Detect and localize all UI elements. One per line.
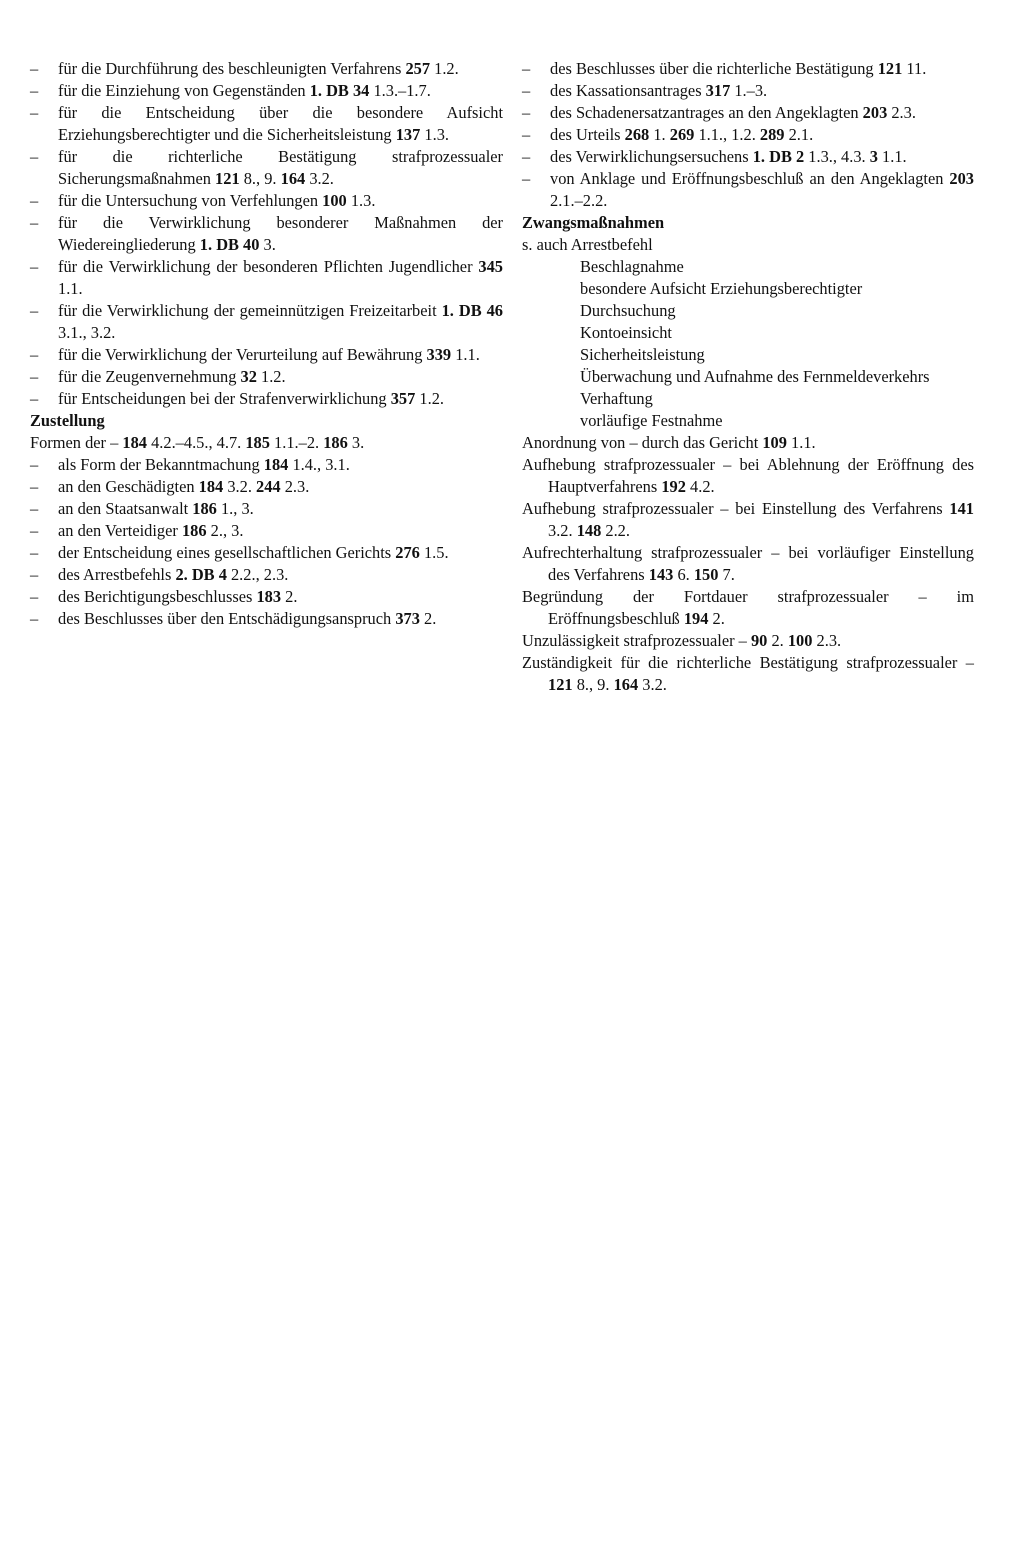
entry-text: an den Geschädigten [58,477,199,496]
entry-text: der Entscheidung eines gesellschaftlichen Gerichts [58,543,396,562]
index-cross-reference-item [522,256,974,278]
entry-text: s. auch Arrestbefehl [522,235,653,254]
index-subentry [30,190,503,212]
entry-text: 2.2. [601,521,630,540]
entry-text: 1.1.–2. [269,433,324,452]
index-subentry [30,146,503,190]
entry-text: 1.1. [786,433,816,452]
entry-text: 1. [649,125,670,144]
index-entry [522,542,974,586]
entry-text: Unzulässigkeit strafprozessualer – [522,631,751,650]
left-column [30,58,503,630]
entry-text: vorläufige Festnahme [580,411,723,430]
entry-text: 2. [767,631,788,650]
index-cross-reference-item [522,410,974,432]
index-subentry [522,146,974,168]
index-cross-reference-item [522,366,974,388]
section-number: 1. DB 2 [752,147,805,166]
section-number: 185 [245,433,270,452]
section-number: 137 [395,125,421,144]
entry-text: von Anklage und Eröffnungsbeschluß an den Angeklagten [550,169,950,188]
entry-text: für die Verwirklichung der Verurteilung auf Bewährung [58,345,427,364]
index-subentry [522,80,974,102]
entry-text: Überwachung und Aufnahme des Fernmeldeverkehrs [580,367,930,386]
index-subentry [30,366,503,388]
section-number: 357 [390,389,416,408]
index-subentry [30,608,503,630]
entry-text: 1.5. [419,543,449,562]
entry-text: 11. [902,59,927,78]
entry-text: 2. [708,609,725,628]
entry-text: für die Einziehung von Gegenständen [58,81,310,100]
entry-text: des Berichtigungsbeschlusses [58,587,257,606]
index-subentry [30,80,503,102]
entry-text: Verhaftung [580,389,653,408]
entry-text: 2.3. [280,477,310,496]
entry-text: Begründung der Fortdauer strafprozessualer – im Eröffnungsbeschluß [522,587,974,628]
entry-text: 2.2., 2.3. [226,565,289,584]
index-entry [522,454,974,498]
index-cross-reference-item [522,278,974,300]
entry-text: für die Verwirklichung der gemeinnützigen Freizeitarbeit [58,301,442,320]
entry-text: Zwangsmaßnahmen [522,213,665,232]
index-cross-reference-item [522,300,974,322]
entry-text: 8., 9. [572,675,614,694]
section-number: 184 [198,477,224,496]
entry-text: für die Verwirklichung der besonderen Pflichten Jugendlicher [58,257,479,276]
entry-text: 3. [347,433,365,452]
index-subentry [30,388,503,410]
entry-text: 3. [259,235,276,254]
index-subentry [30,586,503,608]
entry-text: für die Verwirklichung besonderer Maßnahmen der Wiedereingliederung [58,213,503,254]
index-subentry [522,124,974,146]
entry-text: Anordnung von – durch das Gericht [522,433,763,452]
entry-text: des Arrestbefehls [58,565,176,584]
section-number: 186 [323,433,348,452]
entry-text: für die Untersuchung von Verfehlungen [58,191,323,210]
section-number: 276 [395,543,420,562]
section-number: 143 [648,565,674,584]
entry-text: Aufrechterhaltung strafprozessualer – bei vorläufiger Einstellung des Verfahrens [522,543,974,584]
section-number: 164 [613,675,639,694]
section-number: 373 [395,609,420,628]
entry-text: 3.2. [223,477,257,496]
entry-text: 1.2. [430,59,459,78]
section-number: 289 [759,125,785,144]
entry-text: Aufhebung strafprozessualer – bei Ablehnung der Eröffnung des Hauptverfahrens [522,455,974,496]
index-subentry [30,344,503,366]
index-subentry [30,454,503,476]
entry-text: 1.1. [877,147,907,166]
section-number: 317 [705,81,731,100]
entry-text: des Schadenersatzantrages an den Angeklagten [550,103,863,122]
entry-text: 3.2. [305,169,334,188]
index-cross-reference-item [522,322,974,344]
entry-text: Aufhebung strafprozessualer – bei Einstellung des Verfahrens [522,499,950,518]
index-entry [522,652,974,696]
section-number: 141 [949,499,974,518]
entry-text: 2.3. [812,631,842,650]
entry-text: für die Entscheidung über die besondere Aufsicht Erziehungsberechtigter und die Sicherheitsleistung [58,103,503,144]
section-number: 203 [949,169,974,188]
entry-text: 1.2. [415,389,444,408]
index-subentry [30,212,503,256]
section-number: 345 [478,257,503,276]
entry-text: Sicherheitsleistung [580,345,705,364]
entry-text: 4.2.–4.5., 4.7. [147,433,246,452]
entry-text: 1.–3. [730,81,768,100]
section-number: 1. DB 34 [309,81,370,100]
entry-text: 1.3. [420,125,450,144]
index-subentry [522,102,974,124]
entry-text: 3.2. [548,521,577,540]
entry-text: an den Staatsanwalt [58,499,193,518]
index-entry [522,498,974,542]
section-number: 164 [280,169,306,188]
entry-text: 1.2. [256,367,286,386]
entry-text: Zuständigkeit für die richterliche Bestätigung strafprozessualer – [522,653,974,672]
index-subentry [30,542,503,564]
section-number: 2. DB 4 [175,565,227,584]
index-cross-reference-item [522,344,974,366]
section-number: 194 [683,609,709,628]
entry-text: Formen der – [30,433,123,452]
entry-text: 2.1.–2.2. [550,191,608,210]
entry-text: als Form der Bekanntmachung [58,455,264,474]
index-subentry [30,300,503,344]
entry-text: 1.3., 4.3. [804,147,870,166]
entry-text: 2., 3. [206,521,244,540]
entry-text: 2.1. [784,125,814,144]
entry-text: besondere Aufsicht Erziehungsberechtigter [580,279,863,298]
entry-text: des Urteils [550,125,625,144]
section-number: 203 [862,103,888,122]
index-subentry [30,102,503,146]
entry-text: des Verwirklichungsersuchens [550,147,753,166]
section-number: 186 [181,521,207,540]
index-subentry [522,168,974,212]
section-number: 268 [624,125,650,144]
entry-text: 2.3. [887,103,916,122]
index-cross-reference-item [522,388,974,410]
index-subentry [30,58,503,80]
entry-text: Beschlagnahme [580,257,684,276]
section-number: 100 [787,631,813,650]
index-subentry [30,520,503,542]
entry-text: 3.2. [638,675,667,694]
index-heading [522,212,974,234]
section-number: 109 [762,433,787,452]
entry-text: 4.2. [685,477,715,496]
section-number: 257 [405,59,431,78]
entry-text: Kontoeinsicht [580,323,672,342]
section-number: 244 [256,477,281,496]
entry-text: 6. [673,565,694,584]
index-subentry [522,58,974,80]
index-heading [30,410,503,432]
section-number: 184 [263,455,289,474]
entry-text: 2. [281,587,298,606]
entry-text: des Beschlusses über die richterliche Bestätigung [550,59,878,78]
section-number: 121 [215,169,240,188]
section-number: 121 [877,59,903,78]
entry-text: 1.3. [346,191,376,210]
section-number: 269 [669,125,695,144]
entry-text: für die richterliche Bestätigung strafprozessualer Sicherungsmaßnahmen [58,147,503,188]
section-number: 1. DB 46 [441,301,503,320]
entry-text: 1., 3. [216,499,254,518]
entry-text: 2. [419,609,437,628]
entry-text: an den Verteidiger [58,521,182,540]
section-number: 184 [122,433,147,452]
entry-text: des Beschlusses über den Entschädigungsanspruch [58,609,396,628]
index-entry [30,432,503,454]
section-number: 150 [693,565,719,584]
entry-text: 3.1., 3.2. [58,323,116,342]
index-subentry [30,564,503,586]
section-number: 121 [548,675,573,694]
entry-text: für die Durchführung des beschleunigten Verfahrens [58,59,406,78]
section-number: 192 [661,477,686,496]
right-column [522,58,974,696]
section-number: 183 [256,587,282,606]
index-entry [522,432,974,454]
entry-text: des Kassationsantrages [550,81,706,100]
index-cross-reference [522,234,974,256]
section-number: 32 [240,367,257,386]
entry-text: 1.1. [451,345,480,364]
index-entry [522,586,974,630]
entry-text: Zustellung [30,411,105,430]
entry-text: für Entscheidungen bei der Strafenverwirklichung [58,389,391,408]
section-number: 1. DB 40 [199,235,260,254]
entry-text: 7. [718,565,735,584]
entry-text: Durchsuchung [580,301,676,320]
entry-text: 1.1., 1.2. [694,125,760,144]
section-number: 100 [322,191,347,210]
section-number: 90 [750,631,768,650]
section-number: 339 [426,345,452,364]
entry-text: 1.4., 3.1. [288,455,350,474]
section-number: 186 [192,499,217,518]
entry-text: 1.3.–1.7. [369,81,431,100]
section-number: 3 [869,147,878,166]
index-subentry [30,498,503,520]
entry-text: für die Zeugenvernehmung [58,367,241,386]
entry-text: 8., 9. [239,169,281,188]
index-subentry [30,256,503,300]
entry-text: 1.1. [58,279,83,298]
index-entry [522,630,974,652]
index-subentry [30,476,503,498]
section-number: 148 [576,521,602,540]
